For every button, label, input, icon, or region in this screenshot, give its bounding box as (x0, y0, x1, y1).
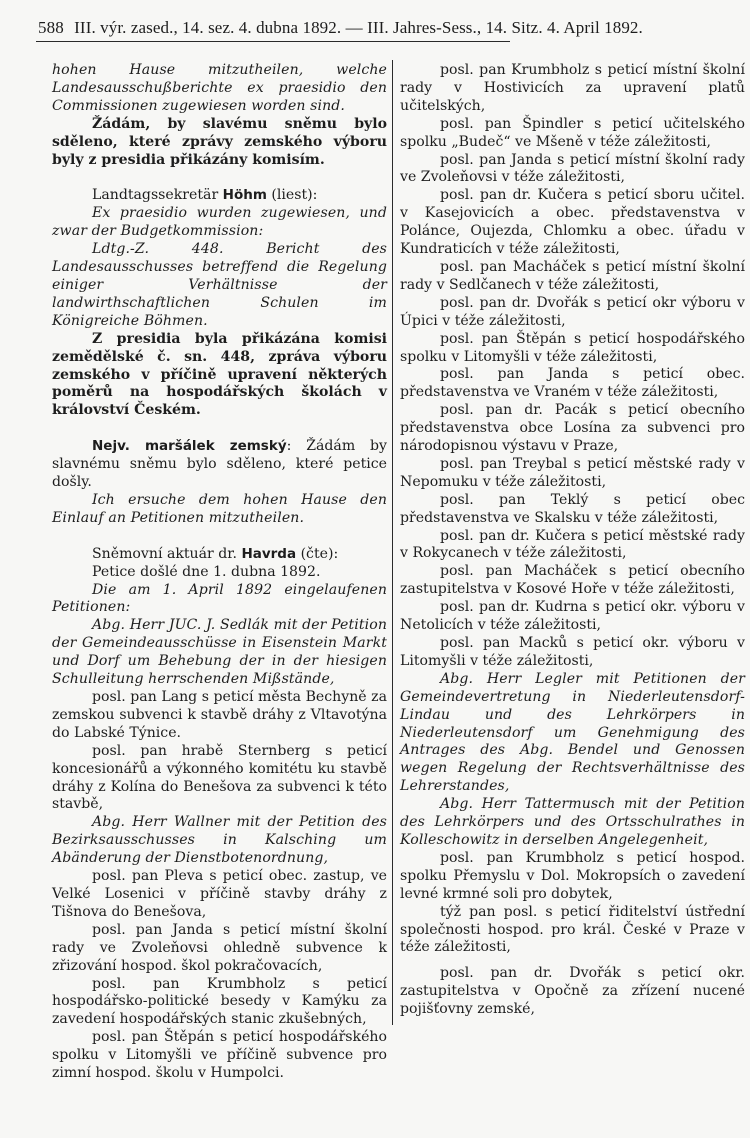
petition-entry: posl. pan hrabě Sternberg s peticí koncesionářů a výkonného komitétu ku stavbě dráhy z Kolína do Benešova za subvenci k této stavbě, (52, 742, 387, 813)
petition-entry: posl. pan Štěpán s peticí hospodářského spolku v Litomyšli ve příčině subvence pro zimní hospod. školu v Humpolci. (52, 1029, 387, 1082)
petition-entry: posl. pan dr. Kudrna s peticí okr. výboru v Netolicích v téže záležitosti, (400, 599, 745, 634)
petition-entry: posl. pan dr. Dvořák s peticí okr. zastupitelstva v Opočně za zřízení nucené pojišťovny zemské, (400, 965, 745, 1018)
paragraph: Ldtg.-Z. 448. Bericht des Landesausschusses betreffend die Regelung einiger Verhältnisse der landwirthschaftlichen Schulen im Königreiche Böhmen. (52, 241, 387, 329)
speaker-line (52, 187, 387, 205)
speaker-action: (čte): (300, 545, 339, 562)
speaker-title: Sněmovní aktuár dr. (92, 545, 237, 562)
left-column (52, 62, 387, 1083)
petition-entry: posl. pan Pleva s peticí obec. zastup, ve Velké Losenici v příčině stavby dráhy z Tišnova do Benešova, (52, 868, 387, 920)
petition-entry: posl. pan Štěpán s peticí hospodářského spolku v Litomyšli v téže záležitosti, (400, 330, 745, 365)
petition-entry: posl. pan Macháček s peticí obecního zastupitelstva v Kosové Hoře v téže záležitosti, (400, 563, 745, 598)
petition-entry: posl. pan Teklý s peticí obec představenstva ve Skalsku v téže záležitosti, (400, 491, 745, 526)
petition-entry: týž pan posl. s peticí řiditelství ústřední společnosti hospod. pro král. České v Praze v téže záležitosti, (400, 903, 745, 956)
petition-entry: posl. pan Krumbholz s peticí místní školní rady v Hostivicích za upravení platů učitelských, (400, 62, 745, 114)
paragraph: hohen Hause mitzutheilen, welche Landesausschußberichte ex praesidio den Commissionen zugewiesen worden sind. (52, 62, 387, 114)
speaker-line (52, 546, 387, 564)
page-number: 588 (38, 18, 64, 37)
petition-entry: Abg. Herr Tattermusch mit der Petition des Lehrkörpers und des Ortsschulrathes in Kolleschowitz in derselben Angelegenheit, (400, 796, 745, 848)
petition-entry: posl. pan Janda s peticí obec. představenstva ve Vraném v téže záležitosti, (400, 366, 745, 401)
paragraph: Petice došlé dne 1. dubna 1892. (92, 563, 321, 580)
header-rule (36, 41, 510, 42)
right-column (400, 62, 745, 1019)
header-czech: III. výr. zased., 14. sez. 4. dubna 1892. (74, 18, 342, 37)
paragraph: Die am 1. April 1892 eingelaufenen Petitionen: (52, 581, 387, 616)
petition-entry: posl. pan Janda s peticí místní školní rady ve Zvoleňovsi v téže záležitosti, (400, 151, 745, 186)
petition-entry: posl. pan dr. Dvořák s peticí okr výboru v Úpici v téže záležitosti, (400, 294, 745, 329)
paragraph: Z presidia byla přikázána komisi zemědělské č. sn. 448, zpráva výboru zemského v příčině upravení některých poměrů na hospodářských školách v království Českém. (52, 330, 387, 419)
paragraph: Ich ersuche dem hohen Hause den Einlauf an Petitionen mitzutheilen. (52, 491, 387, 526)
petition-entry: posl. pan dr. Pacák s peticí obecního představenstva obce Losína za subvenci pro národopisnou výstavu v Praze, (400, 402, 745, 455)
petition-entry: posl. pan dr. Kučera s peticí městské rady v Rokycanech v téže záležitosti, (400, 527, 745, 562)
speaker-name: Havrda (241, 545, 297, 562)
petition-entry: posl. pan Lang s peticí města Bechyně za zemskou subvenci k stavbě dráhy z Vltavotýna do Labské Týnice. (52, 689, 387, 741)
paragraph: Ex praesidio wurden zugewiesen, und zwar der Budgetkommission: (52, 205, 387, 240)
petition-entry: posl. pan Macků s peticí okr. výboru v Litomyšli v téže záležitosti, (400, 635, 745, 669)
paragraph: Žádám, by slavému sněmu bylo sděleno, které zprávy zemského výboru byly z presidia přikázány komisím. (52, 115, 387, 168)
header-separator: — (345, 18, 363, 37)
header-german: III. Jahres-Sess., 14. Sitz. 4. April 1892. (367, 18, 643, 37)
petition-entry: posl. pan dr. Kučera s peticí sboru učitel. v Kasejovicích a obec. představenstva v Polánce, Oujezda, Chlomku a obec. úřadu v Kundraticích v téže záležitosti, (400, 187, 745, 258)
speaker-name: Höhm (222, 187, 267, 204)
petition-entry: Abg. Herr Wallner mit der Petition des Bezirksausschusses in Kalsching um Abänderung der Dienstbotenordnung, (52, 814, 387, 867)
petition-entry: Abg. Herr JUC. J. Sedlák mit der Petition der Gemeindeausschüsse in Eisenstein Markt und Dorf um Behebung der in der hiesigen Schulleitung herrschenden Mißstände, (52, 617, 387, 688)
speaker-text: : Žádám by slavnému sněmu bylo sděleno, které petice došly. (52, 438, 387, 491)
speaker-line (52, 438, 387, 492)
speaker-name: Nejv. maršálek zemský (92, 438, 287, 455)
speaker-title: Landtagssekretär (92, 187, 219, 204)
column-divider (392, 60, 393, 1025)
petition-entry: posl. pan Janda s peticí místní školní rady ve Zvoleňovsi ohledně subvence k zřizování hospod. škol pokračovacích, (52, 921, 387, 974)
speaker-action: (liest): (271, 187, 318, 204)
page-header (38, 18, 643, 38)
petition-entry: posl. pan Špindler s peticí učitelského spolku „Budeč“ ve Mšeně v téže záležitosti, (400, 115, 745, 150)
petition-entry: Abg. Herr Legler mit Petitionen der Gemeindevertretung in Niederleutensdorf-Lindau und des Lehrkörpers in Niederleutensdorf um Genehmigung des Antrages des Abg. Bendel und Genossen wegen Regelung der Rechtsverhältnisse des Lehrerstandes, (400, 670, 745, 795)
petition-entry: posl. pan Macháček s peticí místní školní rady v Sedlčanech v téže záležitosti, (400, 258, 745, 293)
petition-entry: posl. pan Krumbholz s peticí hospod. spolku Přemyslu v Dol. Mokropsích o zavedení levné krmné soli pro dobytek, (400, 849, 745, 902)
petition-entry: posl. pan Krumbholz s peticí hospodářsko-politické besedy v Kamýku za zavedení hospodářských stanic zkušebných, (52, 975, 387, 1028)
petition-entry: posl. pan Treybal s peticí městské rady v Nepomuku v téže záležitosti, (400, 455, 745, 490)
